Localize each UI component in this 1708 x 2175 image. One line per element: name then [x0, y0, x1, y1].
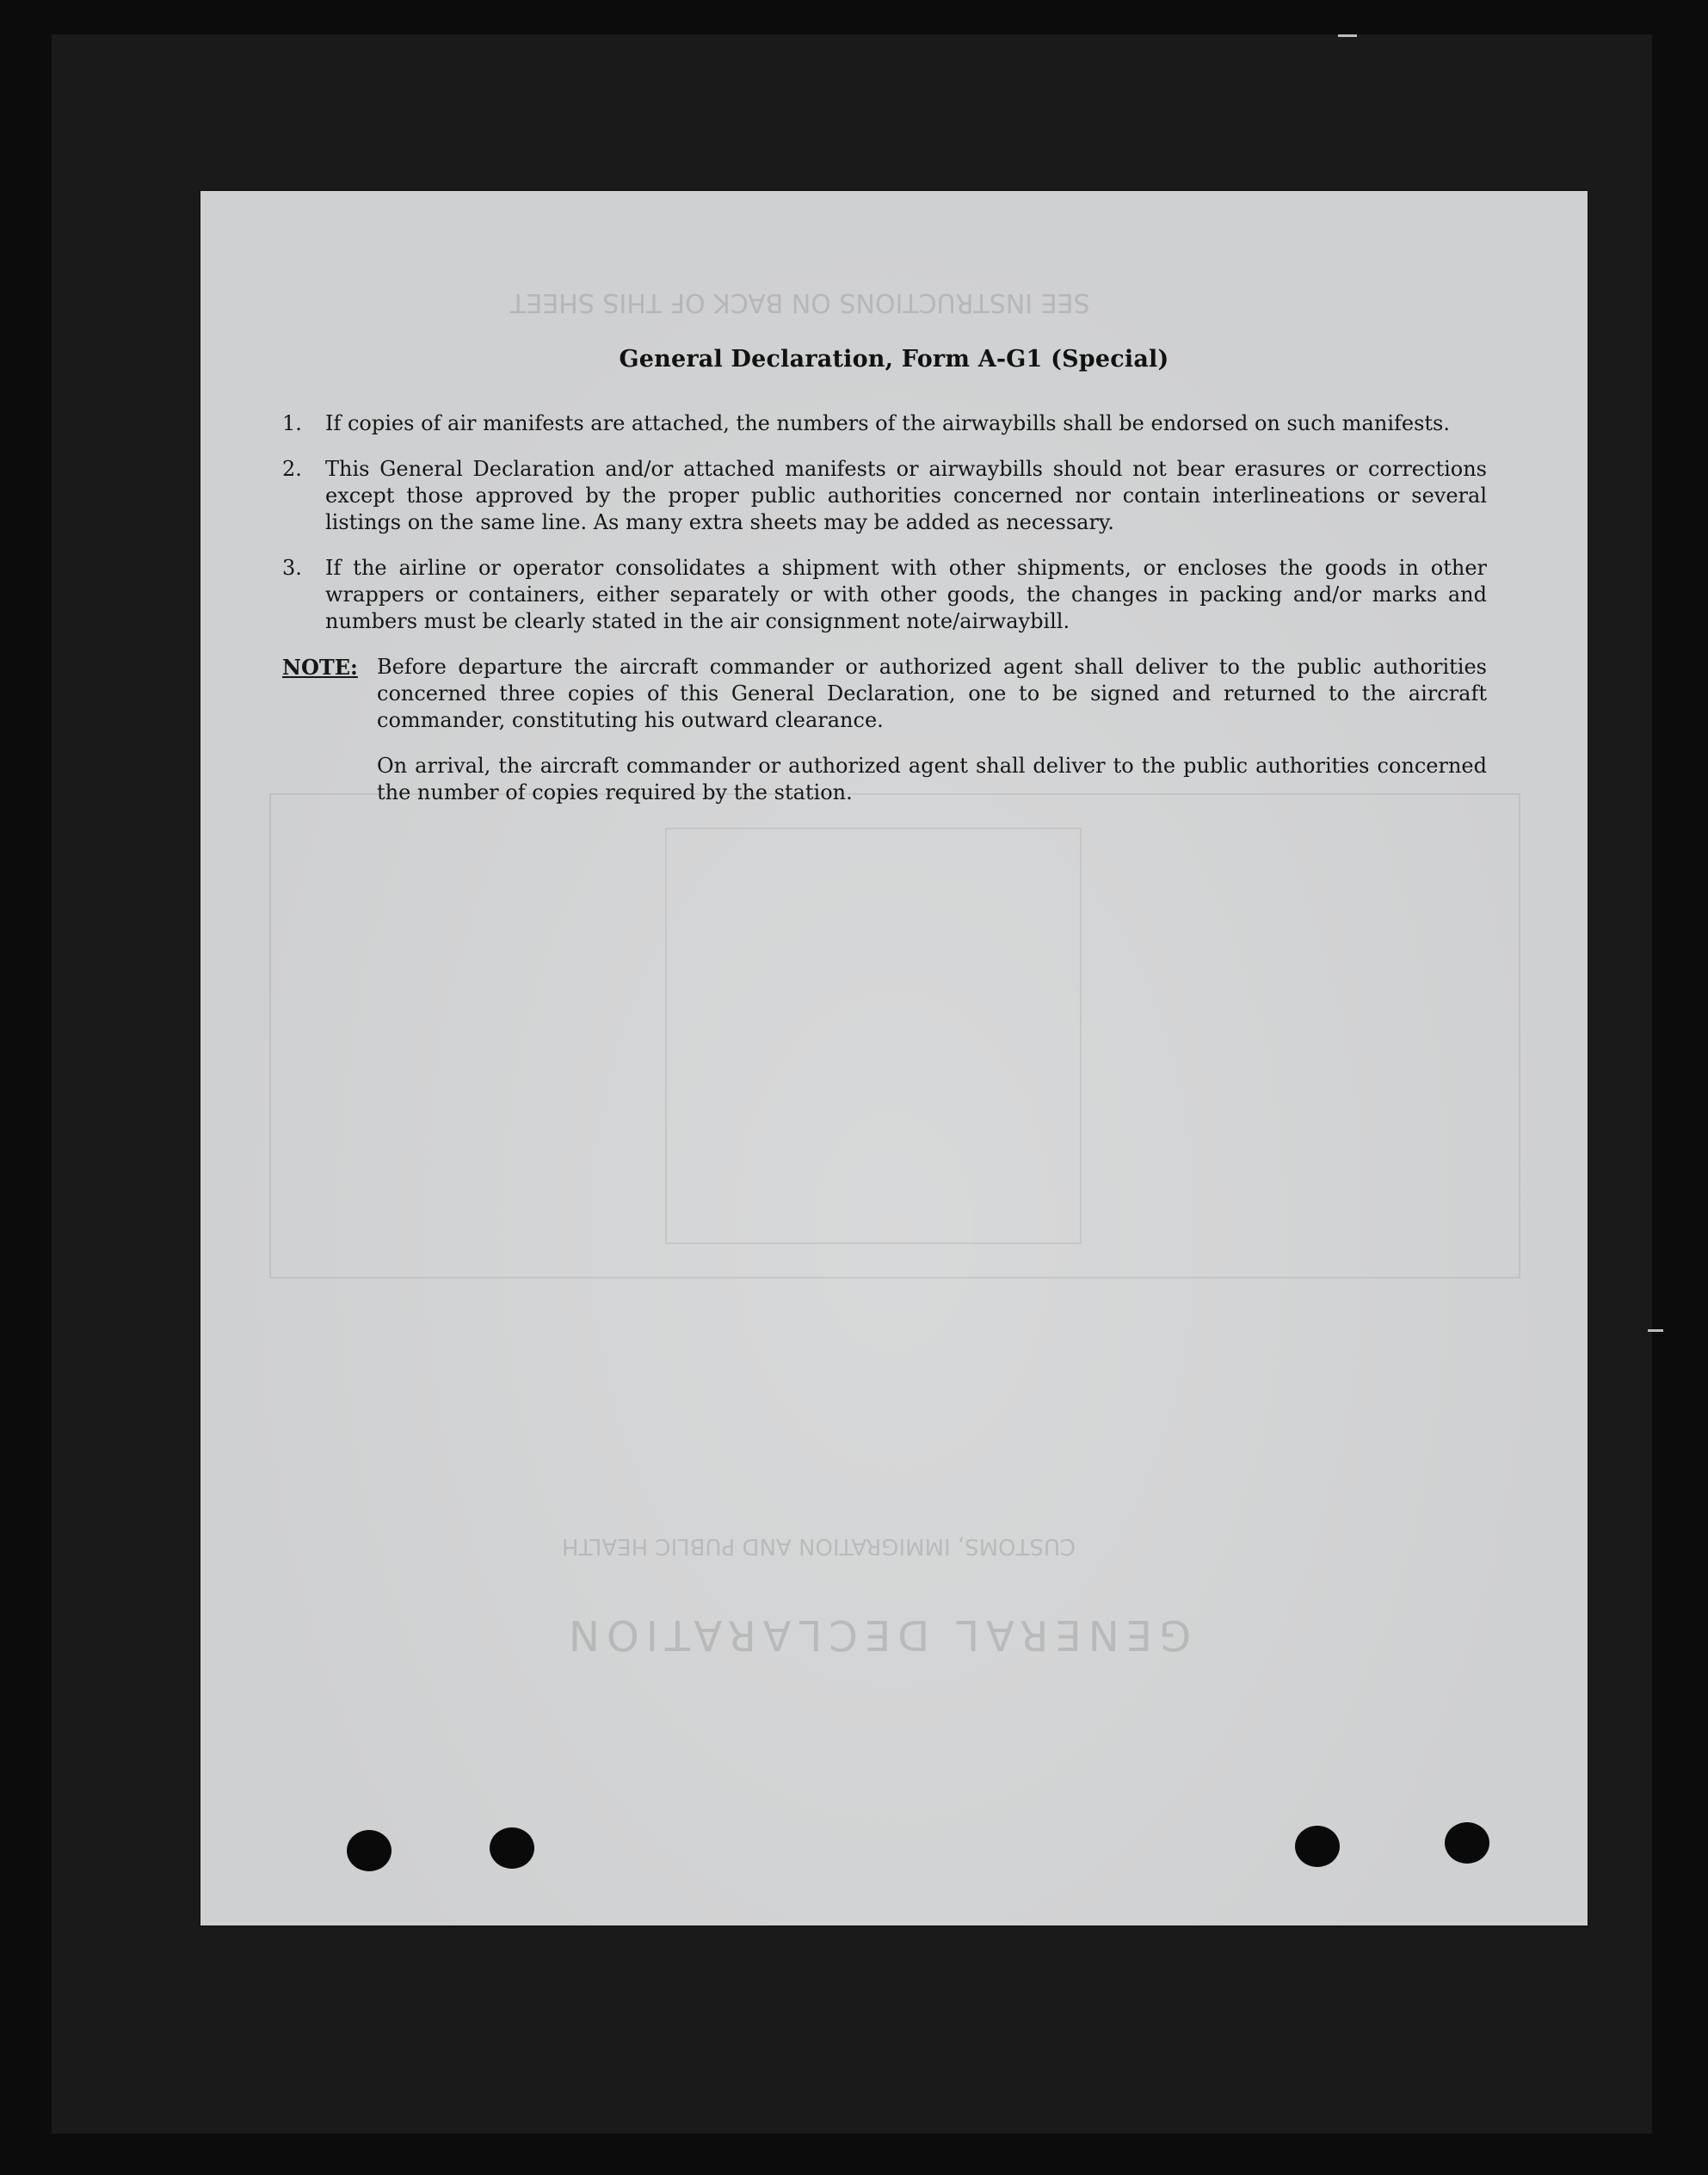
document-title: General Declaration, Form A-G1 (Special) [619, 346, 1169, 373]
punch-hole [1295, 1826, 1340, 1867]
punch-hole [1445, 1822, 1489, 1864]
document-page [200, 191, 1588, 1925]
instruction-number: 3. [282, 556, 302, 580]
instruction-text: If copies of air manifests are attached, the numbers of the airwaybills shall be endorsed on such manifests. [325, 411, 1450, 435]
instruction-item [282, 456, 1487, 536]
instruction-item [282, 555, 1487, 635]
ghost-table-inner [665, 828, 1082, 1244]
instructions-list [282, 410, 1487, 825]
instruction-item [282, 410, 1487, 437]
instruction-text: If the airline or operator consolidates a shipment with other shipments, or encloses the goods in other wrappers or containers, either separately or with other goods, the changes in packing and/or marks and numbers must be clearly stated in the air consignment note/airwaybill. [325, 556, 1487, 633]
scan-mark [1648, 1329, 1663, 1332]
note-paragraph: On arrival, the aircraft commander or authorized agent shall deliver to the public authorities concerned the number of copies required by the station. [377, 754, 1487, 804]
punch-hole [490, 1827, 534, 1869]
instruction-text: This General Declaration and/or attached manifests or airwaybills should not bear erasures or corrections except those approved by the proper public authorities concerned nor contain interlineations or several listings on the same line. As many extra sheets may be added as necessary. [325, 457, 1487, 534]
punch-hole [347, 1830, 392, 1871]
note-label: NOTE: [282, 655, 358, 680]
note-paragraph: Before departure the aircraft commander or authorized agent shall deliver to the public authorities concerned three copies of this General Declaration, one to be signed and returned to the aircraft commander, constituting his outward clearance. [377, 655, 1487, 732]
scan-mark [1338, 34, 1357, 37]
note-section [282, 654, 1487, 825]
instruction-number: 2. [282, 457, 302, 481]
ghost-heading-middle: CUSTOMS, IMMIGRATION AND PUBLIC HEALTH [562, 1533, 1076, 1559]
ghost-heading-top: SEE INSTRUCTIONS ON BACK OF THIS SHEET [510, 287, 1090, 317]
ghost-heading-large: GENERAL DECLARATION [562, 1611, 1192, 1659]
note-body [377, 654, 1487, 825]
instruction-number: 1. [282, 411, 302, 435]
